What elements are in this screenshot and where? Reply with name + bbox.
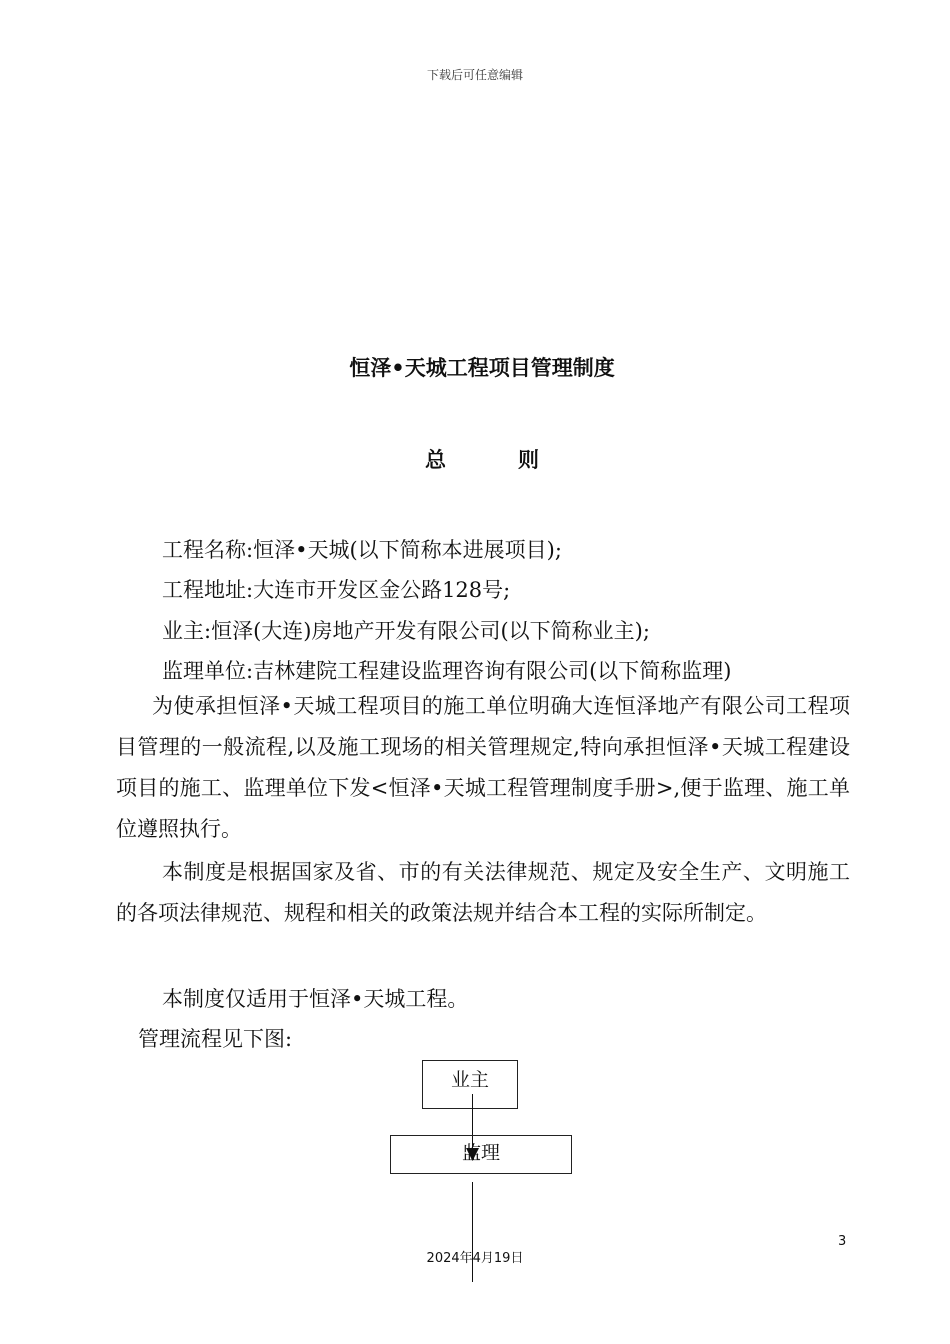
flow-node-owner: [422, 1060, 518, 1109]
flow-node-supervisor-label: 监理: [461, 1142, 500, 1164]
section-heading: [0, 444, 950, 474]
scope-line: 本制度仅适用于恒泽•天城工程。: [162, 987, 469, 1011]
paragraph-purpose: 为使承担恒泽•天城工程项目的施工单位明确大连恒泽地产有限公司工程项目管理的一般流程,以及施工现场的相关管理规定,特向承担恒泽•天城工程建设项目的施工、监理单位下发<恒泽•天城工程管理制度手册>,便于监理、施工单位遵照执行。: [116, 694, 850, 841]
info-line-owner: 业主:恒泽(大连)房地产开发有限公司(以下简称业主);: [162, 619, 650, 643]
page-number: 3: [838, 1234, 847, 1249]
section-heading-char-1: 总: [425, 448, 446, 472]
info-line-project-address: 工程地址:大连市开发区金公路128号;: [162, 578, 511, 602]
footer-date: 2024年4月19日: [426, 1251, 524, 1266]
flow-node-owner-label: 业主: [450, 1069, 489, 1091]
page-header: 下载后可任意编辑: [426, 68, 523, 82]
info-line-supervisor: 监理单位:吉林建院工程建设监理咨询有限公司(以下简称监理): [162, 659, 732, 683]
document-title: 恒泽•天城工程项目管理制度: [349, 356, 615, 380]
flow-connector-down: [472, 1182, 473, 1282]
info-line-project-name: 工程名称:恒泽•天城(以下简称本进展项目);: [162, 538, 562, 562]
section-heading-char-2: 则: [518, 448, 539, 472]
flow-node-supervisor: [390, 1135, 572, 1174]
flow-intro-line: 管理流程见下图:: [138, 1027, 293, 1051]
paragraph-basis: 本制度是根据国家及省、市的有关法律规范、规定及安全生产、文明施工的各项法律规范、规程和相关的政策法规并结合本工程的实际所制定。: [116, 860, 850, 925]
